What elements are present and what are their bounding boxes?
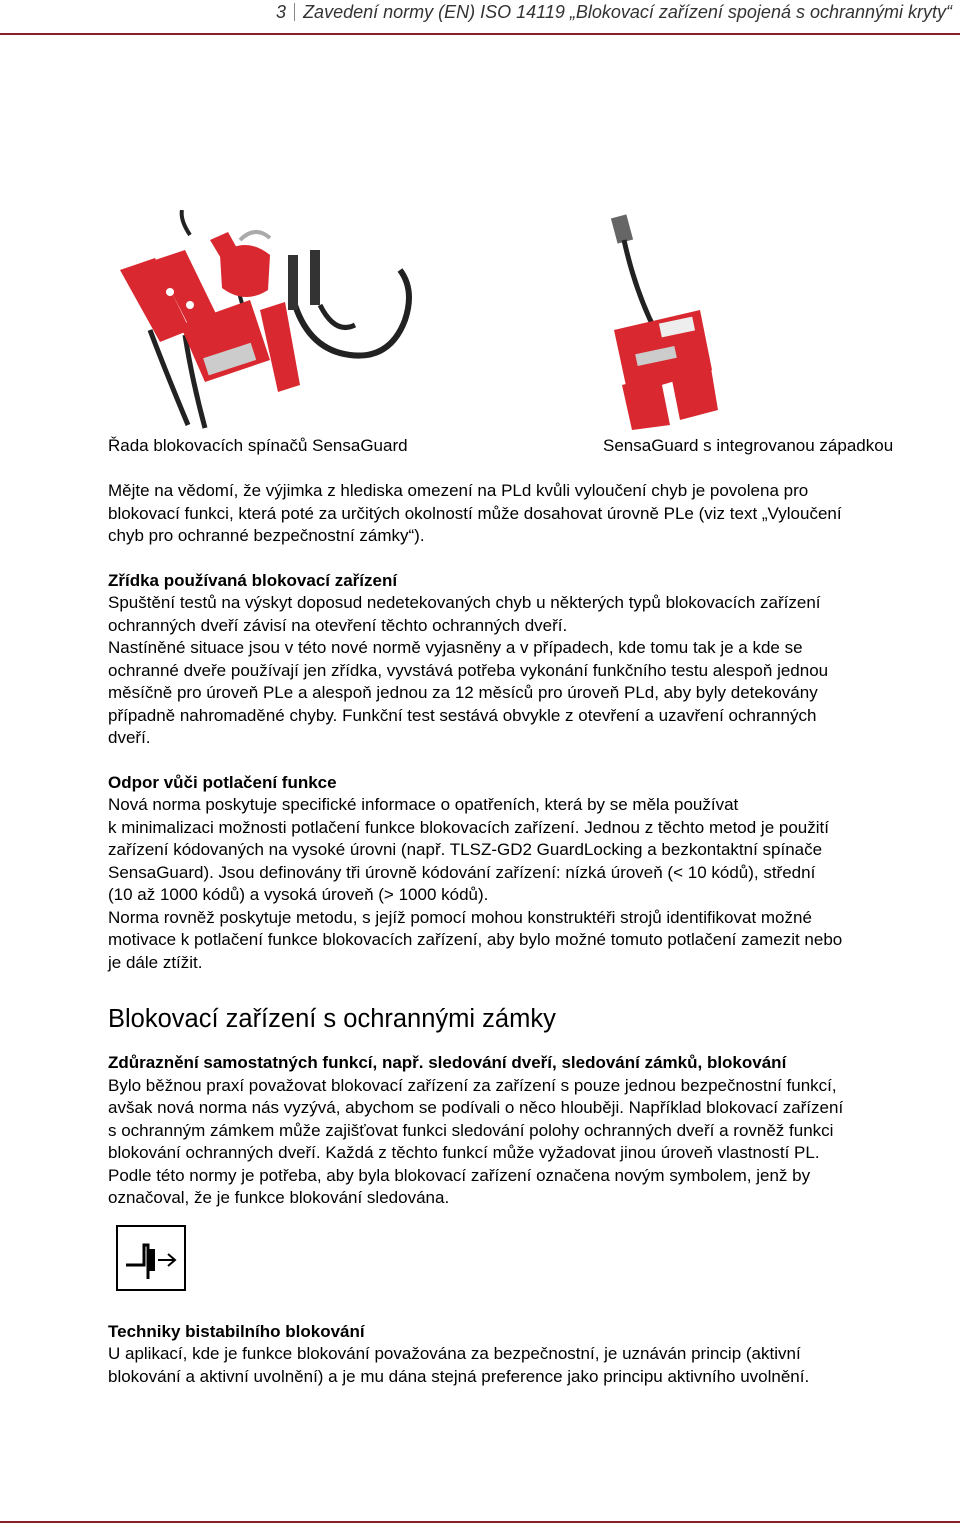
body-line: označoval, že je funkce blokování sledována. — [108, 1188, 450, 1207]
body-line: ochranných dveří závisí na otevření těchto ochranných dveří. — [108, 615, 568, 635]
body-line: Norma rovněž poskytuje metodu, s jejíž pomocí mohou konstruktéři strojů identifikovat možné — [108, 907, 812, 927]
body-line: SensaGuard). Jsou definovány tři úrovně kódování zařízení: nízká úroveň (< 10 kódů), střední — [108, 862, 816, 882]
left-figure-caption: Řada blokovacích spínačů SensaGuard — [108, 436, 408, 455]
body-line: blokování ochranných dveří. Každá z těchto funkcí může vyžadovat jinou úroveň vlastností PL. — [108, 1143, 820, 1162]
header-rule — [0, 33, 960, 35]
body-line: avšak nová norma nás vyzývá, abychom se podívali o něco hlouběji. Například blokovací zařízení — [108, 1098, 844, 1117]
body-line: měsíčně pro úroveň PLe a alespoň jednou za 12 měsíců pro úroveň PLd, aby byly detekovány — [108, 683, 818, 702]
body-line: Bylo běžnou praxí považovat blokovací zařízení za zařízení s pouze jednou bezpečnostní funkcí, — [108, 1075, 837, 1095]
footer-rule — [0, 1521, 960, 1523]
intro-line: Mějte na vědomí, že výjimka z hlediska omezení na PLd kvůli vyloučení chyb je povolena pro — [108, 481, 809, 500]
sensaguard-latch-photo — [600, 210, 730, 430]
section-title: Blokovací zařízení s ochrannými zámky — [108, 1005, 556, 1033]
body-line: Nová norma poskytuje specifické informace o opatřeních, která by se měla používat — [108, 795, 739, 814]
page-content — [108, 480, 960, 1388]
sensaguard-family-photo — [110, 210, 440, 430]
locks-subheading: Zdůraznění samostatných funkcí, např. sledování dveří, sledování zámků, blokování — [108, 1053, 787, 1072]
body-line: s ochranným zámkem může zajišťovat funkci sledování polohy ochranných dveří a rovněž funkci — [108, 1120, 834, 1140]
chapter-number: 3 — [276, 2, 287, 22]
body-line: U aplikací, kde je funkce blokování považována za bezpečnostní, je uznáván princip (aktivní — [108, 1344, 801, 1363]
body-line: blokování a aktivní uvolnění) a je mu dána stejná preference jako principu aktivního uvolnění. — [108, 1366, 810, 1386]
body-line: k minimalizaci možnosti potlačení funkce blokovacích zařízení. Jednou z těchto metod je použití — [108, 817, 829, 837]
right-figure-caption: SensaGuard s integrovanou západkou — [603, 436, 894, 455]
body-line: (10 až 1000 kódů) a vysoká úroveň (> 1000 kódů). — [108, 885, 489, 904]
body-line: je dále ztížit. — [108, 952, 203, 972]
interlock-symbol-icon — [118, 1227, 184, 1289]
header-text — [276, 2, 952, 23]
rare-devices-heading: Zřídka používaná blokovací zařízení — [108, 570, 398, 590]
intro-line: chyb pro ochranné bezpečnostní zámky“). — [108, 526, 425, 545]
body-line: Nastíněné situace jsou v této nové normě vyjasněny a v případech, kde tomu tak je a kde se — [108, 638, 803, 657]
body-line: Spuštění testů na výskyt doposud nedetekovaných chyb u některých typů blokovacích zařízení — [108, 593, 821, 612]
defeat-heading: Odpor vůči potlačení funkce — [108, 772, 337, 792]
body-line: zařízení kódovaných na vysoké úrovni (např. TLSZ-GD2 GuardLocking a bezkontaktní spínače — [108, 840, 823, 859]
intro-line: blokovací funkci, která poté za určitých okolností může dosahovat úrovně PLe (viz text „Vyloučení — [108, 503, 842, 523]
body-line: ochranné dveře používají jen zřídka, vyvstává potřeba vykonání funkčního testu alespoň jednou — [108, 660, 829, 680]
bistable-heading: Techniky bistabilního blokování — [108, 1321, 365, 1341]
body-line: dveří. — [108, 728, 151, 747]
chapter-title: Zavedení normy (EN) ISO 14119 „Blokovací zařízení spojená s ochrannými kryty“ — [303, 2, 952, 22]
body-line: motivace k potlačení funkce blokovacích zařízení, aby bylo možné tomuto potlačení zamezit nebo — [108, 930, 843, 949]
body-line: Podle této normy je potřeba, aby byla blokovací zařízení označena novým symbolem, jenž by — [108, 1165, 811, 1185]
body-line: případně nahromaděné chyby. Funkční test sestává obvykle z otevření a uzavření ochranných — [108, 705, 817, 725]
page-header — [0, 0, 960, 36]
locking-monitored-symbol — [116, 1225, 186, 1291]
